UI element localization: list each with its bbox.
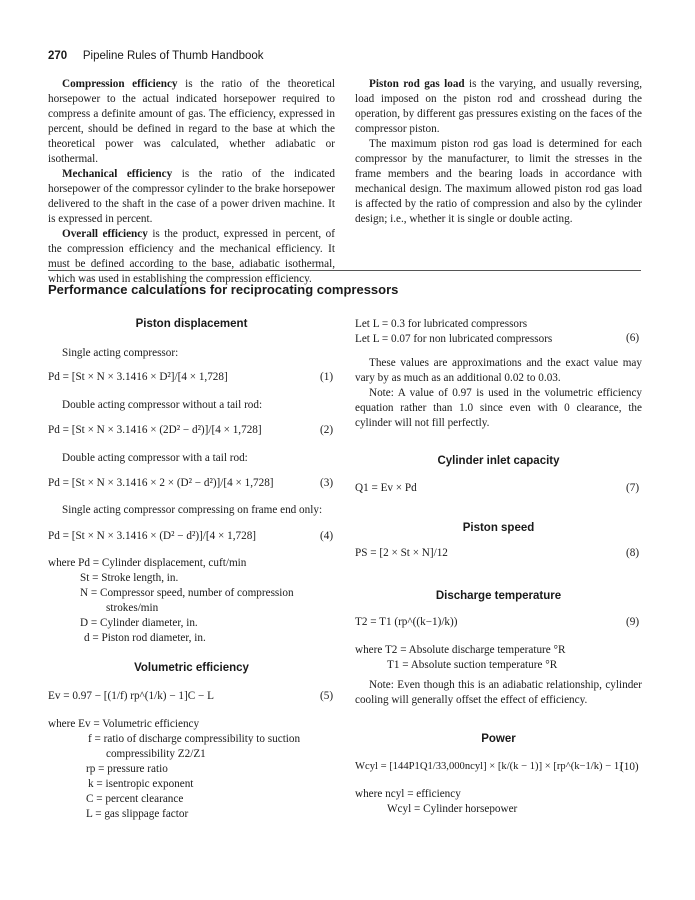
paragraph-text: These values are approximations and the exact value may vary by as much as an additional 0.02 to 0.03. xyxy=(355,357,642,384)
paragraph-text: Note: Even though this is an adiabatic relationship, cylinder cooling will generally offset the effect of efficiency. xyxy=(355,679,642,706)
equation-9-number: (9) xyxy=(626,616,640,628)
equation-4: Pd = [St × N × 3.1416 × (D² − d²)]/[4 × 1,728] xyxy=(48,530,257,542)
def-text: = Cylinder displacement, cuft/min xyxy=(92,557,247,569)
equation-2: Pd = [St × N × 3.1416 × (2D² − d²)]/[4 × 1,728] xyxy=(48,424,262,436)
max-gas-load-paragraph: The maximum piston rod gas load is determined for each compressor by the manufacturer, to limit the stresses in the frame members and the bearing loads in accordance with mechanical design. The maximum allowed piston rod gas load is affected by the ratio of compression and also by the cylinder design; i.e., whether it is single or double acting. xyxy=(355,138,642,225)
power-heading: Power xyxy=(481,733,516,745)
def-text: compressibility Z2/Z1 xyxy=(106,748,206,760)
def-symbol: Wcyl xyxy=(387,803,412,815)
equation-10-number: (10) xyxy=(620,761,639,773)
overall-efficiency-paragraph xyxy=(48,227,335,287)
term: Compression efficiency xyxy=(62,78,178,90)
def-symbol: rp xyxy=(86,763,96,775)
piston-displacement-heading: Piston displacement xyxy=(135,318,248,330)
paragraph-text: is the ratio of the theoretical horsepower to the actual indicated horsepower required to compress a definite amount of gas. The efficiency, expressed in percent, should be defined in regard to the base at which the theoretical power was calculated, whether adiabatic or isothermal. xyxy=(48,78,336,165)
equation-1: Pd = [St × N × 3.1416 × D²]/[4 × 1,728] xyxy=(48,371,228,383)
single-acting-label: Single acting compressor: xyxy=(62,347,179,359)
paragraph-text: Note: A value of 0.97 is used in the volumetric efficiency equation rather than 1.0 since even with 0 clearance, the cylinder will not fill perfectly. xyxy=(355,387,642,429)
compression-efficiency-paragraph xyxy=(48,77,335,167)
where-label: where xyxy=(355,644,383,656)
equation-2-number: (2) xyxy=(320,424,334,436)
equation-3: Pd = [St × N × 3.1416 × 2 × (D² − d²)]/[4 × 1,728] xyxy=(48,477,274,489)
def-symbol: St xyxy=(80,572,90,584)
equation-8-number: (8) xyxy=(626,547,640,559)
def-text: = Volumetric efficiency xyxy=(93,718,200,730)
def-text: = Cylinder diameter, in. xyxy=(90,617,198,629)
def-text: = Piston rod diameter, in. xyxy=(92,632,206,644)
volumetric-definitions xyxy=(48,717,300,822)
intro-right-column xyxy=(355,77,642,227)
equation-10: Wcyl = [144P1Q1/33,000ncyl] × [k/(k − 1)] × [rp^(k−1/k) − 1] xyxy=(355,761,623,772)
mechanical-efficiency-paragraph xyxy=(48,167,335,227)
equation-5: Ev = 0.97 − [(1/f) rp^(1/k) − 1]C − L xyxy=(48,690,214,702)
paragraph-text: is the product, expressed in percent, of the compression efficiency and the mechanical efficiency. It must be defined according to the base, adiabatic isothermal, which was used in establishing the compression efficiency. xyxy=(48,228,336,285)
equation-7: Q1 = Ev × Pd xyxy=(355,482,417,494)
def-text: = gas slippage factor xyxy=(95,808,189,820)
def-text: = percent clearance xyxy=(96,793,184,805)
def-symbol: Pd xyxy=(78,557,90,569)
piston-rod-gas-load-paragraph xyxy=(355,77,642,137)
def-text: = Absolute suction temperature °R xyxy=(402,659,558,671)
double-acting-label: Double acting compressor without a tail rod: xyxy=(62,399,263,411)
def-symbol: T1 xyxy=(387,659,400,671)
adiabatic-note xyxy=(355,678,642,708)
frame-end-label: Single acting compressor compressing on frame end only: xyxy=(62,504,323,516)
piston-speed-heading: Piston speed xyxy=(462,522,535,534)
def-text: = Absolute discharge temperature °R xyxy=(400,644,566,656)
def-symbol: f xyxy=(88,733,92,745)
section-title: Performance calculations for reciprocating compressors xyxy=(48,282,399,297)
volumetric-efficiency-heading: Volumetric efficiency xyxy=(134,662,249,674)
equation-8: PS = [2 × St × N]/12 xyxy=(355,547,448,559)
def-symbol: ncyl xyxy=(385,788,405,800)
def-text: = pressure ratio xyxy=(98,763,168,775)
equation-4-number: (4) xyxy=(320,530,334,542)
intro-left-column xyxy=(48,77,335,287)
where-label: where xyxy=(355,788,383,800)
book-title: Pipeline Rules of Thumb Handbook xyxy=(82,50,264,62)
def-symbol: N xyxy=(80,587,89,599)
displacement-definitions xyxy=(48,556,294,646)
term: Piston rod gas load xyxy=(369,78,465,90)
def-symbol: C xyxy=(86,793,94,805)
page-header xyxy=(48,48,264,62)
equation-7-number: (7) xyxy=(626,482,640,494)
def-text: = efficiency xyxy=(407,788,461,800)
power-definitions xyxy=(355,787,517,817)
where-label: where xyxy=(48,718,76,730)
lubricated-line: Let L = 0.3 for lubricated compressors xyxy=(355,318,528,330)
approximation-paragraph xyxy=(355,356,642,431)
def-text: strokes/min xyxy=(106,602,159,614)
section-divider xyxy=(48,270,641,271)
def-text: = isentropic exponent xyxy=(96,778,194,790)
def-text: = ratio of discharge compressibility to suction xyxy=(94,733,301,745)
tail-rod-label: Double acting compressor with a tail rod: xyxy=(62,452,248,464)
paragraph-text: is the varying, and usually reversing, load imposed on the piston rod and crosshead during the operation, by different gas pressures existing on the faces of the compressor piston. xyxy=(355,78,642,135)
def-text: = Stroke length, in. xyxy=(92,572,179,584)
def-symbol: D xyxy=(80,617,89,629)
where-label: where xyxy=(48,557,76,569)
def-symbol: L xyxy=(86,808,93,820)
non-lubricated-line: Let L = 0.07 for non lubricated compressors xyxy=(355,333,553,345)
def-text: = Cylinder horsepower xyxy=(414,803,518,815)
discharge-temperature-heading: Discharge temperature xyxy=(435,590,562,602)
term: Overall efficiency xyxy=(62,228,148,240)
def-text: = Compressor speed, number of compression xyxy=(90,587,294,599)
def-symbol: T2 xyxy=(384,644,398,656)
equation-6-number: (6) xyxy=(626,332,640,344)
def-symbol: d xyxy=(84,632,90,644)
def-symbol: Ev xyxy=(78,718,91,730)
discharge-definitions xyxy=(355,643,565,673)
def-symbol: k xyxy=(88,778,94,790)
page-number: 270 xyxy=(48,50,68,62)
equation-9: T2 = T1 (rp^((k−1)/k)) xyxy=(355,616,458,628)
term: Mechanical efficiency xyxy=(62,168,173,180)
inlet-capacity-heading: Cylinder inlet capacity xyxy=(437,455,560,467)
equation-5-number: (5) xyxy=(320,690,334,702)
equation-3-number: (3) xyxy=(320,477,334,489)
equation-1-number: (1) xyxy=(320,371,334,383)
paragraph-text: is the ratio of the indicated horsepower of the compressor cylinder to the brake horsepower delivered to the shaft in the case of a power driven machine. It is expressed in percent. xyxy=(48,168,335,225)
